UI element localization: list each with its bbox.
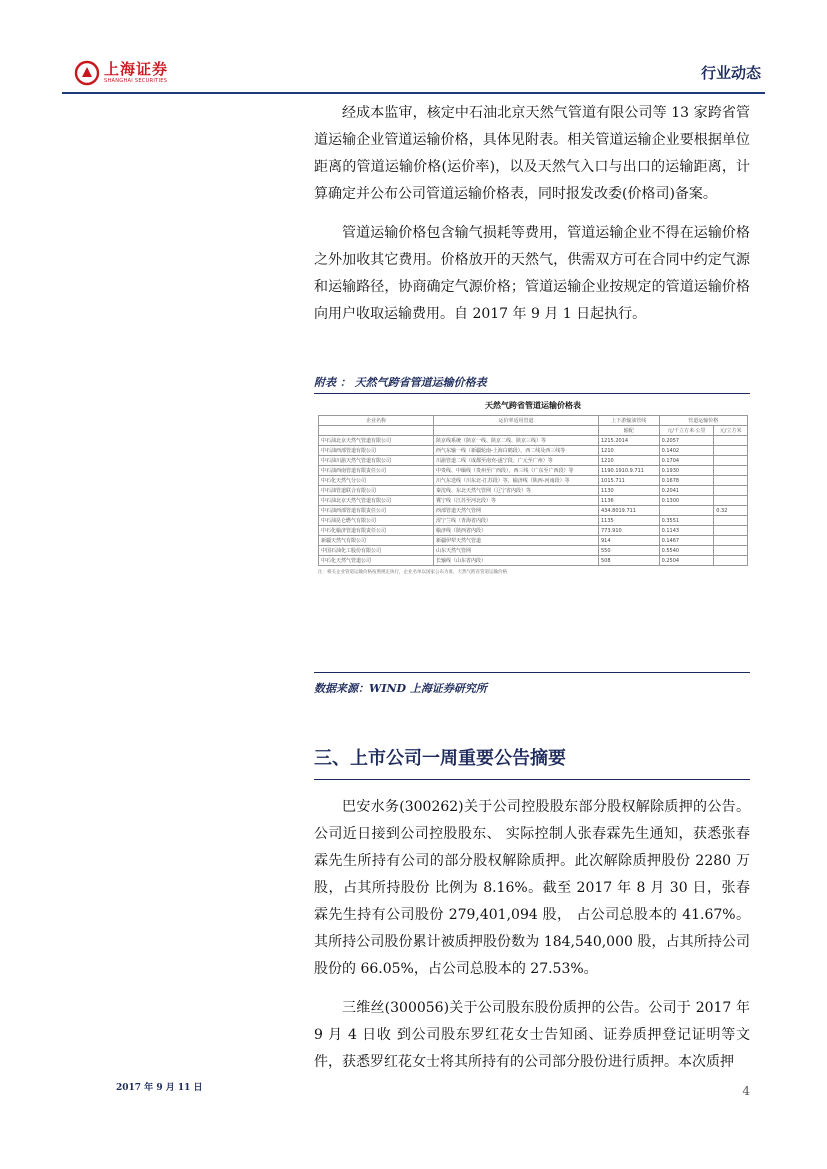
table-cell: 中贵线、中缅线（贵州至广西段），西三线（广东至广西段）等 xyxy=(434,466,599,476)
report-category: 行业动态 xyxy=(700,64,761,82)
table-cell: 1190.1910.9.711 xyxy=(599,466,660,476)
table-row xyxy=(319,536,748,546)
section-title: 三、上市公司一周重要公告摘要 xyxy=(314,748,566,769)
table-cell: 西气东输一线（新疆轮南-上海白鹤段），西二线及西三线等 xyxy=(434,446,599,456)
table-cell: 0.5540 xyxy=(659,546,714,556)
table-body xyxy=(319,436,748,566)
table-subheader-row xyxy=(319,426,748,436)
logo-text-cn: 上海证券 xyxy=(104,60,169,78)
table-row xyxy=(319,476,748,486)
table-cell xyxy=(714,446,748,456)
table-cell: 中石油川渝天然气管道有限公司 xyxy=(319,456,434,466)
table-cell: 0.1678 xyxy=(659,476,714,486)
table-cell: 中石化天然气分公司 xyxy=(319,476,434,486)
table-cell: 秦沈线、东北天然气管网（辽宁省内段）等 xyxy=(434,486,599,496)
table-row xyxy=(319,546,748,556)
table-cell xyxy=(714,486,748,496)
table-cell: 中石油管道联合有限公司 xyxy=(319,486,434,496)
table-cell: 长输线（山东省内段） xyxy=(434,556,599,566)
table-title: 天然气跨省管道运输价格表 xyxy=(485,401,581,410)
table-header: 上下游输油管线 xyxy=(599,416,660,426)
announcement-text xyxy=(314,794,750,1076)
table-row xyxy=(319,486,748,496)
table-cell: 1215.2014 xyxy=(599,436,660,446)
table-cell: 中石油北京天然气管道有限公司 xyxy=(319,496,434,506)
table-cell: 0.32 xyxy=(714,506,748,516)
table-cell: 中石化榆济管道有限责任公司 xyxy=(319,526,434,536)
table-cell: 西部管道天然气管网 xyxy=(434,506,599,516)
table-header: 运价率适用管道 xyxy=(434,416,599,426)
table-subheader: 元/千立方米·公里 xyxy=(659,426,714,436)
table-cell xyxy=(714,526,748,536)
price-table xyxy=(318,415,748,566)
table-cell xyxy=(714,456,748,466)
table-row xyxy=(319,516,748,526)
table-cell: 中国石油化工股份有限公司 xyxy=(319,546,434,556)
table-cell: 中石油北京天然气管道有限公司 xyxy=(319,436,434,446)
table-cell: 508 xyxy=(599,556,660,566)
table-cell: 陕京线系统（陕京一线、陕京二线、陕京三线）等 xyxy=(434,436,599,446)
figure-caption: 附表 ： 天然气跨省管道运输价格表 xyxy=(314,376,487,389)
table-cell xyxy=(714,556,748,566)
table-cell: 冀宁线（江苏至河北段）等 xyxy=(434,496,599,506)
data-source: 数据来源：WIND 上海证券研究所 xyxy=(314,682,487,695)
table-cell: 0.2041 xyxy=(659,486,714,496)
table-cell: 0.1143 xyxy=(659,526,714,536)
footer-date: 2017 年 9 月 11 日 xyxy=(116,1083,203,1093)
table-cell: 914 xyxy=(599,536,660,546)
table-header: 企业名称 xyxy=(319,416,434,426)
table-row xyxy=(319,496,748,506)
table-cell: 川气东送线（川东北-江苏段）等，榆济线（陕西-河南段）等 xyxy=(434,476,599,486)
table-cell xyxy=(714,436,748,446)
paragraph: 巴安水务(300262)关于公司控股股东部分股权解除质押的公告。公司近日接到公司控股股东、 实际控制人张春霖先生通知，获悉张春霖先生所持有公司的部分股权解除质押。此次解除质押股份 2280 万股，占其所持股份 比例为 8.16%。截至 2017 年 8 月 30 日，张春霖先生持有公司股份 279,401,094 股， 占公司总股本的 41.67%。 其所持公司股份累计被质押股份数为 184,540,000 股，占其所持公司股份的 66.05%，占公司总股本的 27.53%。 xyxy=(314,799,750,977)
table-cell: 0.1402 xyxy=(659,446,714,456)
table-cell xyxy=(714,466,748,476)
table-note: 注：相关企业管道运输价格按照规定执行，企业名单以国家公布为准，天然气跨省管道运输价格 xyxy=(318,570,507,575)
table-row xyxy=(319,556,748,566)
table-cell: 0.1704 xyxy=(659,456,714,466)
table-cell: 0.2057 xyxy=(659,436,714,446)
table-cell: 中石油昆仑燃气有限公司 xyxy=(319,516,434,526)
paragraph: 管道运输价格包含输气损耗等费用，管道运输企业不得在运输价格之外加收其它费用。价格放开的天然气，供需双方可在合同中约定气源和运输路径，协商确定气源价格；管道运输企业按规定的管道运输价格向用户收取运输费用。自 2017 年 9 月 1 日起执行。 xyxy=(314,225,750,322)
table-cell: 1210 xyxy=(599,446,660,456)
table-cell: 1130 xyxy=(599,486,660,496)
table-cell: 新疆天然气有限公司 xyxy=(319,536,434,546)
page-header xyxy=(62,56,765,92)
company-logo xyxy=(74,60,168,86)
table-cell: 山东天然气管网 xyxy=(434,546,599,556)
table-subheader xyxy=(319,426,434,436)
table-cell: 0.1300 xyxy=(659,496,714,506)
table-cell: 773.910 xyxy=(599,526,660,536)
table-cell: 0.1467 xyxy=(659,536,714,546)
table-cell: 新疆伊犁天然气管道 xyxy=(434,536,599,546)
table-row xyxy=(319,436,748,446)
table-cell xyxy=(714,476,748,486)
intro-text xyxy=(314,100,750,328)
table-cell xyxy=(714,516,748,526)
table-cell: 1136 xyxy=(599,496,660,506)
table-subheader xyxy=(434,426,599,436)
table-cell: 中石油西部管道有限责任公司 xyxy=(319,506,434,516)
paragraph: 三维丝(300056)关于公司股东股份质押的公告。公司于 2017 年 9 月 4 日收 到公司股东罗红花女士告知函、证券质押登记证明等文件，获悉罗红花女士将其所持有的公司部分股份进行质押。本次质押 xyxy=(314,1000,750,1070)
table-cell: 0.1930 xyxy=(659,466,714,476)
price-table-figure xyxy=(318,400,748,575)
table-cell: 1015.711 xyxy=(599,476,660,486)
section-divider xyxy=(314,779,750,780)
table-cell xyxy=(714,496,748,506)
table-cell: 中石油西南管道有限责任公司 xyxy=(319,466,434,476)
table-cell xyxy=(714,536,748,546)
logo-text-en: SHANGHAI SECURITIES xyxy=(104,78,168,84)
table-row xyxy=(319,466,748,476)
table-cell: 榆济线（陕西省内段） xyxy=(434,526,599,536)
table-row xyxy=(319,456,748,466)
page-number: 4 xyxy=(742,1084,750,1098)
table-cell: 中石油西部管道有限公司 xyxy=(319,446,434,456)
header-divider xyxy=(62,92,765,94)
table-cell: 0.3551 xyxy=(659,516,714,526)
table-subheader: 元/立方米 xyxy=(714,426,748,436)
table-cell: 涩宁兰线（青海省内段） xyxy=(434,516,599,526)
table-cell: 川渝管道二线（成都至南充-遂宁段、广元至广州）等 xyxy=(434,456,599,466)
table-row xyxy=(319,446,748,456)
figure-bottom-divider xyxy=(314,672,750,673)
paragraph: 经成本监审，核定中石油北京天然气管道有限公司等 13 家跨省管道运输企业管道运输价格，具体见附表。相关管道运输企业要根据单位距离的管道运输价格(运价率)，以及天然气入口与出口的运输距离，计算确定并公布公司管道运输价格表，同时报发改委(价格司)备案。 xyxy=(314,105,750,202)
table-subheader: 输配 xyxy=(599,426,660,436)
table-row xyxy=(319,506,748,516)
table-cell xyxy=(714,546,748,556)
table-cell: 中石化天然气管道公司 xyxy=(319,556,434,566)
logo-icon xyxy=(74,60,100,86)
table-row xyxy=(319,526,748,536)
table-cell: 550 xyxy=(599,546,660,556)
table-cell: 434.8019.711 xyxy=(599,506,660,516)
table-header: 管道运输价格 xyxy=(659,416,747,426)
table-cell: 1135 xyxy=(599,516,660,526)
table-cell: 0.2504 xyxy=(659,556,714,566)
table-cell: 1210 xyxy=(599,456,660,466)
table-cell xyxy=(659,506,714,516)
caption-divider xyxy=(314,393,750,394)
table-header-row xyxy=(319,416,748,426)
